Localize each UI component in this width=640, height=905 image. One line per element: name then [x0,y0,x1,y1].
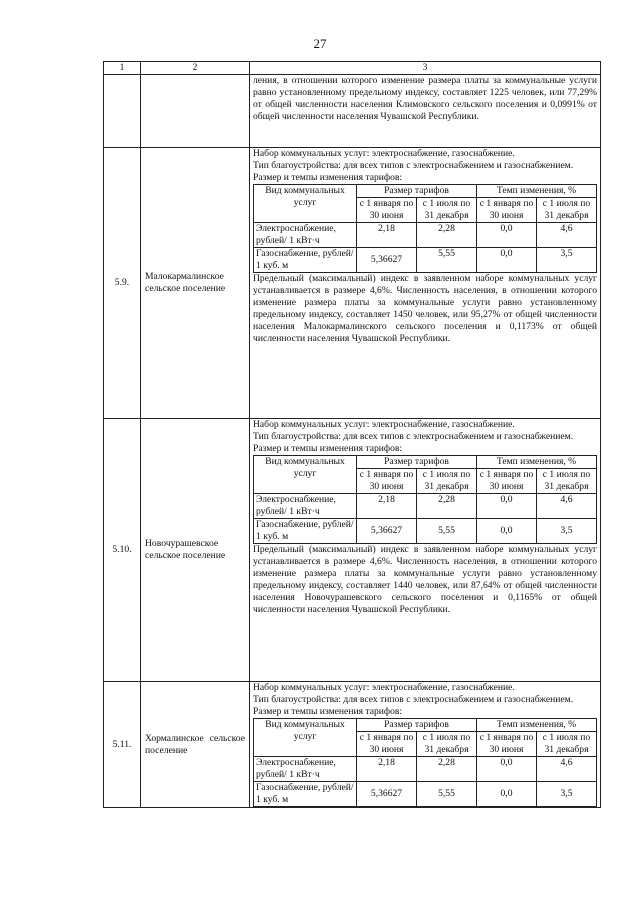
service-gas: Газоснабжение, рублей/ 1 куб. м [254,519,357,544]
header-period: с 1 января по 30 июня [357,198,417,223]
tariff-value: 5,55 [417,248,477,273]
tariff-value: 2,18 [357,223,417,248]
tariff-value: 2,18 [357,757,417,782]
tariff-intro: Размер и темпы изменения тарифов: [253,706,403,717]
improvement-text: Тип благоустройства: для всех типов с электроснабжением и газоснабжением. [253,694,574,705]
header-period: с 1 января по 30 июня [357,469,417,494]
main-table [103,61,601,808]
rate-value: 4,6 [537,223,597,248]
tariff-value: 5,55 [417,519,477,544]
header-rate: Темп изменения, % [477,456,597,469]
header-kind: Вид коммунальных услуг [254,719,357,757]
rate-value: 3,5 [537,248,597,273]
tariff-intro: Размер и темпы изменения тарифов: [253,172,403,183]
service-gas: Газоснабжение, рублей/ 1 куб. м [254,248,357,273]
rate-value: 0,0 [477,248,537,273]
service-electricity: Электроснабжение, рублей/ 1 кВт·ч [254,223,357,248]
services-text: Набор коммунальных услуг: электроснабжение, газоснабжение. [253,682,515,693]
header-period: с 1 января по 30 июня [477,198,537,223]
row-number: 5.11. [104,682,141,808]
table-row [104,682,601,808]
header-period: с 1 января по 30 июня [477,732,537,757]
services-text: Набор коммунальных услуг: электроснабжение, газоснабжение. [253,419,515,430]
header-size: Размер тарифов [357,719,477,732]
rate-value: 3,5 [537,519,597,544]
row-number: 5.10. [104,419,141,682]
rate-value: 0,0 [477,494,537,519]
services-text: Набор коммунальных услуг: электроснабжение, газоснабжение. [253,148,515,159]
header-kind: Вид коммунальных услуг [254,456,357,494]
rate-value: 3,5 [537,782,597,807]
table-row [104,419,601,682]
settlement-name: Хормалинское сельское поселение [141,682,250,808]
header-period: с 1 июля по 31 декабря [537,732,597,757]
tariff-value: 5,36627 [357,782,417,807]
improvement-text: Тип благоустройства: для всех типов с электроснабжением и газоснабжением. [253,431,574,442]
header-period: с 1 июля по 31 декабря [537,469,597,494]
table-row [104,75,601,148]
improvement-text: Тип благоустройства: для всех типов с электроснабжением и газоснабжением. [253,160,574,171]
settlement-name: Малокармалинское сельское поселение [141,148,250,419]
column-numbers-row [104,62,601,75]
tariff-value: 2,28 [417,757,477,782]
rate-value: 0,0 [477,223,537,248]
page-number: 27 [313,36,327,51]
tariff-intro: Размер и темпы изменения тарифов: [253,443,403,454]
tariff-value: 5,55 [417,782,477,807]
header-size: Размер тарифов [357,456,477,469]
tariff-value: 5,36627 [357,519,417,544]
rate-value: 4,6 [537,757,597,782]
header-size: Размер тарифов [357,185,477,198]
rate-value: 4,6 [537,494,597,519]
row-number: 5.9. [104,148,141,419]
column-number: 1 [104,62,141,75]
rate-value: 0,0 [477,519,537,544]
tariff-value: 2,28 [417,494,477,519]
conclusion-text: Предельный (максимальный) индекс в заявленном наборе коммунальных услуг устанавливается в размере 4,6%. Численность населения, в отношении которого изменение размера платы за коммунальные услуги равно установленному предельному индексу, составляет 1450 человек, или 95,27% от общей численности населения Малокармалинского сельского поселения и 0,1173% от общей численности населения Чувашской Республики. [253,273,597,344]
service-electricity: Электроснабжение, рублей/ 1 кВт·ч [254,494,357,519]
table-row [104,148,601,419]
tariff-table [253,718,597,807]
column-number: 3 [250,62,601,75]
header-period: с 1 января по 30 июня [477,469,537,494]
settlement-name: Новочурашевское сельское поселение [141,419,250,682]
header-period: с 1 июля по 31 декабря [417,198,477,223]
header-period: с 1 января по 30 июня [357,732,417,757]
header-period: с 1 июля по 31 декабря [417,469,477,494]
rate-value: 0,0 [477,782,537,807]
header-rate: Темп изменения, % [477,719,597,732]
tariff-table [253,184,597,273]
service-gas: Газоснабжение, рублей/ 1 куб. м [254,782,357,807]
column-number: 2 [141,62,250,75]
rate-value: 0,0 [477,757,537,782]
tariff-value: 5,36627 [357,248,417,273]
tariff-value: 2,28 [417,223,477,248]
tariff-table [253,455,597,544]
continuation-text: ления, в отношении которого изменение размера платы за коммунальные услуги равно установленному предельному индексу, составляет 1225 человек, или 77,29% от общей численности населения Климовского сельского поселения и 0,0991% от общей численности населения Чувашской Республики. [253,75,597,122]
header-kind: Вид коммунальных услуг [254,185,357,223]
header-period: с 1 июля по 31 декабря [417,732,477,757]
conclusion-text: Предельный (максимальный) индекс в заявленном наборе коммунальных услуг устанавливается в размере 4,6%. Численность населения, в отношении которого изменение размера платы за коммунальные услуги равно установленному предельному индексу, составляет 1440 человек, или 87,64% от общей численности населения Новочурашевского сельского поселения и 0,1165% от общей численности населения Чувашской Республики. [253,544,597,615]
header-rate: Темп изменения, % [477,185,597,198]
header-period: с 1 июля по 31 декабря [537,198,597,223]
tariff-value: 2,18 [357,494,417,519]
service-electricity: Электроснабжение, рублей/ 1 кВт·ч [254,757,357,782]
